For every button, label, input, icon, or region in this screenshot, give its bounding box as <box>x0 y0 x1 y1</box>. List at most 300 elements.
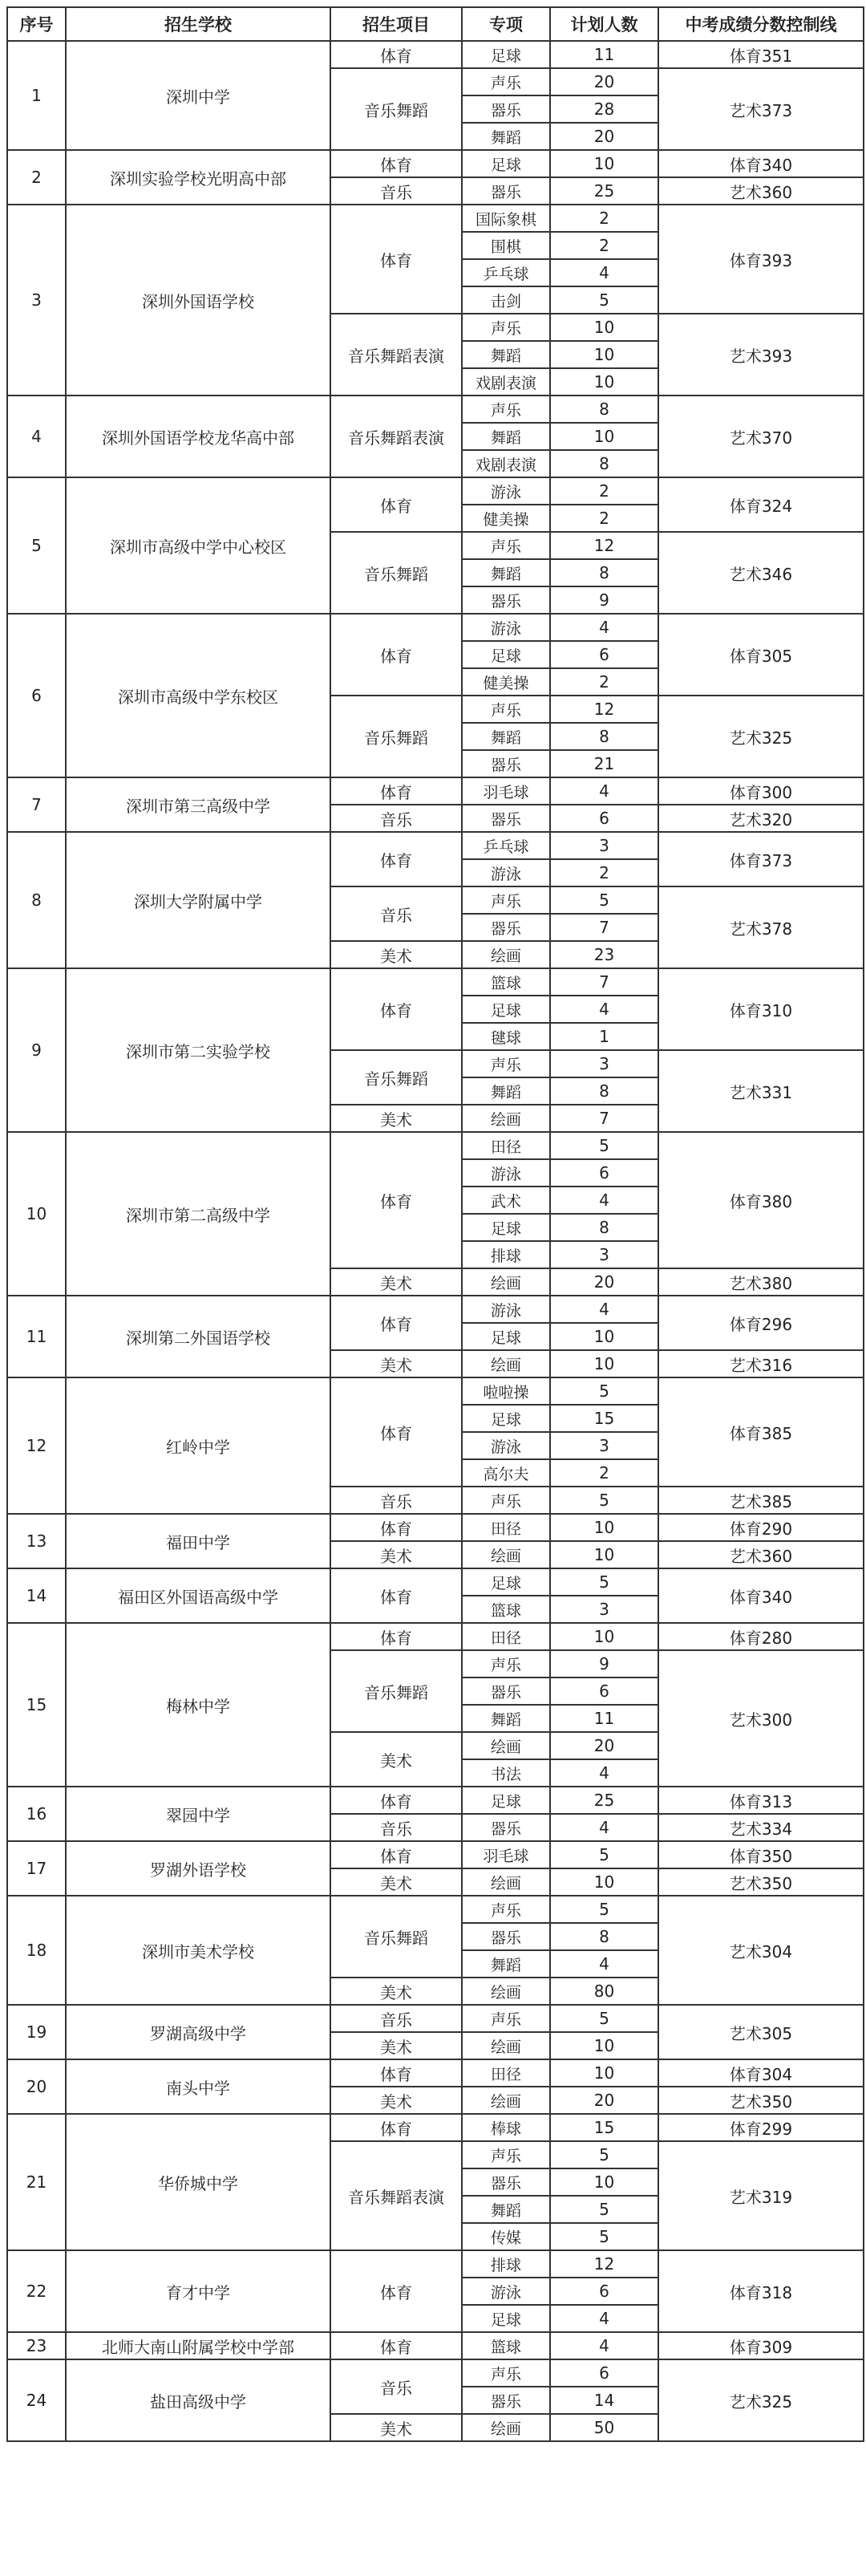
school-name: 梅林中学 <box>66 1623 330 1787</box>
planned-count: 12 <box>550 2250 658 2278</box>
planned-count: 14 <box>550 2387 658 2414</box>
admission-item: 体育 <box>330 2332 462 2359</box>
row-number: 15 <box>7 1623 66 1787</box>
score-control-line: 体育373 <box>658 832 864 886</box>
specialty: 绘画 <box>462 1105 550 1132</box>
specialty: 田径 <box>462 2059 550 2087</box>
table-row <box>7 832 864 859</box>
school-name: 深圳实验学校光明高中部 <box>66 150 330 205</box>
table-row <box>7 2359 864 2387</box>
score-control-line: 体育380 <box>658 1132 864 1268</box>
planned-count: 12 <box>550 696 658 723</box>
admission-item: 体育 <box>330 1377 462 1487</box>
specialty: 游泳 <box>462 1296 550 1323</box>
specialty: 舞蹈 <box>462 559 550 586</box>
planned-count: 3 <box>550 1432 658 1459</box>
planned-count: 10 <box>550 1868 658 1896</box>
specialty: 游泳 <box>462 1159 550 1187</box>
score-control-line: 体育324 <box>658 477 864 532</box>
table-row <box>7 1377 864 1405</box>
admission-item: 体育 <box>330 2250 462 2332</box>
planned-count: 3 <box>550 1241 658 1268</box>
score-control-line: 体育351 <box>658 41 864 68</box>
row-number: 18 <box>7 1896 66 2005</box>
specialty: 国际象棋 <box>462 205 550 232</box>
specialty: 声乐 <box>462 886 550 914</box>
score-control-line: 艺术370 <box>658 396 864 477</box>
header-item: 招生项目 <box>330 7 462 41</box>
row-number: 16 <box>7 1787 66 1841</box>
score-control-line: 体育385 <box>658 1377 864 1487</box>
table-row <box>7 614 864 641</box>
planned-count: 2 <box>550 505 658 532</box>
header-row <box>7 7 864 41</box>
specialty: 舞蹈 <box>462 423 550 450</box>
planned-count: 20 <box>550 2087 658 2114</box>
score-control-line: 体育350 <box>658 1841 864 1868</box>
score-control-line: 艺术334 <box>658 1814 864 1841</box>
planned-count: 10 <box>550 341 658 368</box>
score-control-line: 体育313 <box>658 1787 864 1814</box>
score-control-line: 艺术373 <box>658 68 864 150</box>
table-row <box>7 777 864 805</box>
planned-count: 28 <box>550 95 658 123</box>
specialty: 武术 <box>462 1187 550 1214</box>
row-number: 12 <box>7 1377 66 1514</box>
specialty: 排球 <box>462 2250 550 2278</box>
specialty: 声乐 <box>462 68 550 95</box>
specialty: 田径 <box>462 1623 550 1650</box>
score-control-line: 体育393 <box>658 205 864 314</box>
planned-count: 12 <box>550 532 658 559</box>
specialty: 绘画 <box>462 1978 550 2005</box>
score-control-line: 艺术320 <box>658 805 864 832</box>
specialty: 器乐 <box>462 586 550 614</box>
planned-count: 2 <box>550 232 658 259</box>
planned-count: 7 <box>550 968 658 996</box>
table-row <box>7 1132 864 1159</box>
planned-count: 5 <box>550 2196 658 2223</box>
planned-count: 25 <box>550 177 658 205</box>
admission-item: 美术 <box>330 1541 462 1568</box>
specialty: 足球 <box>462 150 550 177</box>
score-control-line: 体育340 <box>658 150 864 177</box>
score-control-line: 体育318 <box>658 2250 864 2332</box>
specialty: 游泳 <box>462 477 550 505</box>
planned-count: 8 <box>550 723 658 750</box>
specialty: 高尔夫 <box>462 1459 550 1487</box>
planned-count: 5 <box>550 1487 658 1514</box>
specialty: 书法 <box>462 1759 550 1787</box>
specialty: 声乐 <box>462 1896 550 1923</box>
planned-count: 10 <box>550 314 658 341</box>
row-number: 13 <box>7 1514 66 1568</box>
admission-item: 美术 <box>330 1868 462 1896</box>
school-name: 深圳市高级中学中心校区 <box>66 477 330 614</box>
planned-count: 3 <box>550 832 658 859</box>
row-number: 10 <box>7 1132 66 1296</box>
planned-count: 15 <box>550 1405 658 1432</box>
admission-item: 音乐 <box>330 1487 462 1514</box>
school-name: 深圳市美术学校 <box>66 1896 330 2005</box>
admission-item: 音乐 <box>330 2005 462 2032</box>
planned-count: 10 <box>550 150 658 177</box>
planned-count: 8 <box>550 450 658 477</box>
specialty: 舞蹈 <box>462 1950 550 1978</box>
admission-item: 音乐 <box>330 1814 462 1841</box>
specialty: 绘画 <box>462 941 550 968</box>
specialty: 器乐 <box>462 1814 550 1841</box>
admission-item: 音乐舞蹈 <box>330 1050 462 1105</box>
specialty: 舞蹈 <box>462 1077 550 1105</box>
specialty: 舞蹈 <box>462 1705 550 1732</box>
admission-item: 美术 <box>330 1268 462 1296</box>
school-name: 盐田高级中学 <box>66 2359 330 2441</box>
planned-count: 4 <box>550 259 658 286</box>
admission-item: 美术 <box>330 1978 462 2005</box>
planned-count: 7 <box>550 1105 658 1132</box>
specialty: 游泳 <box>462 859 550 886</box>
specialty: 器乐 <box>462 177 550 205</box>
specialty: 围棋 <box>462 232 550 259</box>
planned-count: 80 <box>550 1978 658 2005</box>
score-control-line: 艺术346 <box>658 532 864 614</box>
score-control-line: 体育310 <box>658 968 864 1050</box>
planned-count: 5 <box>550 2005 658 2032</box>
header-no: 序号 <box>7 7 66 41</box>
planned-count: 6 <box>550 2359 658 2387</box>
row-number: 9 <box>7 968 66 1132</box>
admission-item: 体育 <box>330 1514 462 1541</box>
score-control-line: 艺术316 <box>658 1350 864 1377</box>
admission-item: 体育 <box>330 41 462 68</box>
school-name: 福田中学 <box>66 1514 330 1568</box>
row-number: 8 <box>7 832 66 968</box>
admission-item: 音乐舞蹈 <box>330 68 462 150</box>
school-name: 罗湖高级中学 <box>66 2005 330 2059</box>
admission-item: 美术 <box>330 2414 462 2441</box>
row-number: 4 <box>7 396 66 477</box>
school-name: 深圳市高级中学东校区 <box>66 614 330 777</box>
admission-item: 音乐 <box>330 177 462 205</box>
specialty: 舞蹈 <box>462 723 550 750</box>
table-row <box>7 1623 864 1650</box>
score-control-line: 艺术360 <box>658 177 864 205</box>
specialty: 器乐 <box>462 95 550 123</box>
table-row <box>7 2059 864 2087</box>
table-body <box>7 41 864 2441</box>
score-control-line: 艺术380 <box>658 1268 864 1296</box>
header-score-line: 中考成绩分数控制线 <box>658 7 864 41</box>
admission-item: 音乐舞蹈 <box>330 696 462 777</box>
specialty: 乒乓球 <box>462 259 550 286</box>
planned-count: 10 <box>550 1323 658 1350</box>
table-row <box>7 41 864 68</box>
table-row <box>7 2005 864 2032</box>
planned-count: 8 <box>550 1923 658 1950</box>
header-planned-count: 计划人数 <box>550 7 658 41</box>
score-control-line: 艺术300 <box>658 1650 864 1787</box>
specialty: 篮球 <box>462 2332 550 2359</box>
admission-item: 体育 <box>330 832 462 886</box>
planned-count: 3 <box>550 1050 658 1077</box>
admission-item: 美术 <box>330 1350 462 1377</box>
specialty: 足球 <box>462 1787 550 1814</box>
specialty: 羽毛球 <box>462 1841 550 1868</box>
admission-item: 音乐 <box>330 886 462 941</box>
specialty: 声乐 <box>462 532 550 559</box>
specialty: 戏剧表演 <box>462 450 550 477</box>
admission-item: 体育 <box>330 614 462 696</box>
school-name: 深圳外国语学校 <box>66 205 330 396</box>
score-control-line: 体育340 <box>658 1568 864 1623</box>
school-name: 深圳第二外国语学校 <box>66 1296 330 1377</box>
planned-count: 5 <box>550 286 658 314</box>
row-number: 20 <box>7 2059 66 2114</box>
specialty: 足球 <box>462 41 550 68</box>
admission-item: 体育 <box>330 205 462 314</box>
header-specialty: 专项 <box>462 7 550 41</box>
planned-count: 5 <box>550 1568 658 1596</box>
table-row <box>7 1296 864 1323</box>
planned-count: 5 <box>550 1841 658 1868</box>
admission-item: 美术 <box>330 1105 462 1132</box>
specialty: 健美操 <box>462 505 550 532</box>
admission-item: 体育 <box>330 968 462 1050</box>
admission-item: 体育 <box>330 1841 462 1868</box>
score-control-line: 体育280 <box>658 1623 864 1650</box>
row-number: 21 <box>7 2114 66 2250</box>
planned-count: 9 <box>550 586 658 614</box>
specialty: 器乐 <box>462 2168 550 2196</box>
specialty: 绘画 <box>462 1868 550 1896</box>
planned-count: 10 <box>550 1541 658 1568</box>
school-name: 红岭中学 <box>66 1377 330 1514</box>
planned-count: 5 <box>550 1896 658 1923</box>
planned-count: 5 <box>550 1132 658 1159</box>
specialty: 绘画 <box>462 2414 550 2441</box>
specialty: 器乐 <box>462 805 550 832</box>
score-control-line: 艺术331 <box>658 1050 864 1132</box>
school-name: 育才中学 <box>66 2250 330 2332</box>
score-control-line: 艺术304 <box>658 1896 864 2005</box>
planned-count: 6 <box>550 805 658 832</box>
school-name: 福田区外国语高级中学 <box>66 1568 330 1623</box>
planned-count: 4 <box>550 614 658 641</box>
planned-count: 10 <box>550 2059 658 2087</box>
planned-count: 6 <box>550 2278 658 2305</box>
specialty: 游泳 <box>462 614 550 641</box>
score-control-line: 体育299 <box>658 2114 864 2141</box>
specialty: 舞蹈 <box>462 2196 550 2223</box>
admission-item: 体育 <box>330 1132 462 1268</box>
row-number: 14 <box>7 1568 66 1623</box>
school-name: 深圳市第二实验学校 <box>66 968 330 1132</box>
score-control-line: 体育290 <box>658 1514 864 1541</box>
school-name: 华侨城中学 <box>66 2114 330 2250</box>
specialty: 绘画 <box>462 1268 550 1296</box>
specialty: 游泳 <box>462 2278 550 2305</box>
planned-count: 8 <box>550 1077 658 1105</box>
planned-count: 5 <box>550 2141 658 2168</box>
row-number: 6 <box>7 614 66 777</box>
school-name: 深圳市第二高级中学 <box>66 1132 330 1296</box>
specialty: 啦啦操 <box>462 1377 550 1405</box>
admission-item: 美术 <box>330 2087 462 2114</box>
planned-count: 9 <box>550 1650 658 1677</box>
specialty: 绘画 <box>462 1541 550 1568</box>
table-row <box>7 1841 864 1868</box>
admission-item: 体育 <box>330 2114 462 2141</box>
table-row <box>7 396 864 423</box>
admission-item: 音乐舞蹈 <box>330 1896 462 1978</box>
table-row <box>7 968 864 996</box>
score-control-line: 艺术378 <box>658 886 864 968</box>
planned-count: 2 <box>550 1459 658 1487</box>
school-name: 南头中学 <box>66 2059 330 2114</box>
planned-count: 20 <box>550 1732 658 1759</box>
admission-item: 体育 <box>330 777 462 805</box>
planned-count: 5 <box>550 1377 658 1405</box>
planned-count: 2 <box>550 859 658 886</box>
score-control-line: 艺术325 <box>658 696 864 777</box>
score-control-line: 艺术350 <box>658 2087 864 2114</box>
admission-item: 音乐舞蹈 <box>330 1650 462 1732</box>
school-name: 深圳中学 <box>66 41 330 150</box>
specialty: 声乐 <box>462 314 550 341</box>
planned-count: 20 <box>550 68 658 95</box>
planned-count: 10 <box>550 1350 658 1377</box>
planned-count: 15 <box>550 2114 658 2141</box>
planned-count: 50 <box>550 2414 658 2441</box>
row-number: 2 <box>7 150 66 205</box>
planned-count: 1 <box>550 1023 658 1050</box>
admissions-table <box>6 6 864 2442</box>
admission-item: 体育 <box>330 477 462 532</box>
header-school: 招生学校 <box>66 7 330 41</box>
school-name: 深圳外国语学校龙华高中部 <box>66 396 330 477</box>
admission-item: 体育 <box>330 1623 462 1650</box>
score-control-line: 艺术360 <box>658 1541 864 1568</box>
specialty: 器乐 <box>462 2387 550 2414</box>
planned-count: 2 <box>550 205 658 232</box>
specialty: 舞蹈 <box>462 341 550 368</box>
admission-item: 体育 <box>330 150 462 177</box>
planned-count: 4 <box>550 2305 658 2332</box>
planned-count: 6 <box>550 1677 658 1705</box>
planned-count: 5 <box>550 2223 658 2250</box>
score-control-line: 艺术393 <box>658 314 864 396</box>
admission-item: 体育 <box>330 1787 462 1814</box>
specialty: 田径 <box>462 1132 550 1159</box>
specialty: 声乐 <box>462 396 550 423</box>
row-number: 11 <box>7 1296 66 1377</box>
planned-count: 11 <box>550 1705 658 1732</box>
score-control-line: 体育304 <box>658 2059 864 2087</box>
planned-count: 10 <box>550 2032 658 2059</box>
specialty: 绘画 <box>462 1350 550 1377</box>
specialty: 击剑 <box>462 286 550 314</box>
planned-count: 4 <box>550 1759 658 1787</box>
admission-item: 体育 <box>330 1568 462 1623</box>
score-control-line: 体育309 <box>658 2332 864 2359</box>
score-control-line: 体育296 <box>658 1296 864 1350</box>
specialty: 声乐 <box>462 2005 550 2032</box>
specialty: 声乐 <box>462 1650 550 1677</box>
score-control-line: 体育300 <box>658 777 864 805</box>
specialty: 毽球 <box>462 1023 550 1050</box>
specialty: 棒球 <box>462 2114 550 2141</box>
specialty: 足球 <box>462 1214 550 1241</box>
score-control-line: 艺术350 <box>658 1868 864 1896</box>
specialty: 足球 <box>462 996 550 1023</box>
specialty: 传媒 <box>462 2223 550 2250</box>
specialty: 器乐 <box>462 1677 550 1705</box>
specialty: 器乐 <box>462 750 550 777</box>
specialty: 绘画 <box>462 1732 550 1759</box>
score-control-line: 艺术325 <box>658 2359 864 2441</box>
specialty: 游泳 <box>462 1432 550 1459</box>
admission-item: 美术 <box>330 941 462 968</box>
specialty: 足球 <box>462 2305 550 2332</box>
planned-count: 6 <box>550 641 658 668</box>
specialty: 器乐 <box>462 1923 550 1950</box>
table-row <box>7 2114 864 2141</box>
admission-item: 体育 <box>330 1296 462 1350</box>
planned-count: 25 <box>550 1787 658 1814</box>
specialty: 足球 <box>462 641 550 668</box>
specialty: 排球 <box>462 1241 550 1268</box>
planned-count: 10 <box>550 2168 658 2196</box>
school-name: 深圳大学附属中学 <box>66 832 330 968</box>
specialty: 声乐 <box>462 696 550 723</box>
planned-count: 10 <box>550 368 658 396</box>
planned-count: 10 <box>550 1514 658 1541</box>
specialty: 声乐 <box>462 1050 550 1077</box>
planned-count: 21 <box>550 750 658 777</box>
planned-count: 8 <box>550 396 658 423</box>
specialty: 声乐 <box>462 2141 550 2168</box>
planned-count: 4 <box>550 996 658 1023</box>
planned-count: 4 <box>550 1950 658 1978</box>
specialty: 足球 <box>462 1405 550 1432</box>
row-number: 3 <box>7 205 66 396</box>
table-row <box>7 1896 864 1923</box>
admission-item: 体育 <box>330 2059 462 2087</box>
row-number: 7 <box>7 777 66 832</box>
table-row <box>7 2332 864 2359</box>
planned-count: 4 <box>550 1296 658 1323</box>
specialty: 绘画 <box>462 2032 550 2059</box>
row-number: 17 <box>7 1841 66 1896</box>
specialty: 足球 <box>462 1323 550 1350</box>
specialty: 器乐 <box>462 914 550 941</box>
specialty: 乒乓球 <box>462 832 550 859</box>
planned-count: 10 <box>550 423 658 450</box>
specialty: 声乐 <box>462 1487 550 1514</box>
table-row <box>7 205 864 232</box>
school-name: 罗湖外语学校 <box>66 1841 330 1896</box>
planned-count: 3 <box>550 1596 658 1623</box>
school-name: 深圳市第三高级中学 <box>66 777 330 832</box>
admission-item: 音乐舞蹈表演 <box>330 314 462 396</box>
specialty: 足球 <box>462 1568 550 1596</box>
planned-count: 2 <box>550 477 658 505</box>
planned-count: 8 <box>550 1214 658 1241</box>
score-control-line: 艺术319 <box>658 2141 864 2250</box>
specialty: 声乐 <box>462 2359 550 2387</box>
admission-item: 音乐舞蹈 <box>330 532 462 614</box>
